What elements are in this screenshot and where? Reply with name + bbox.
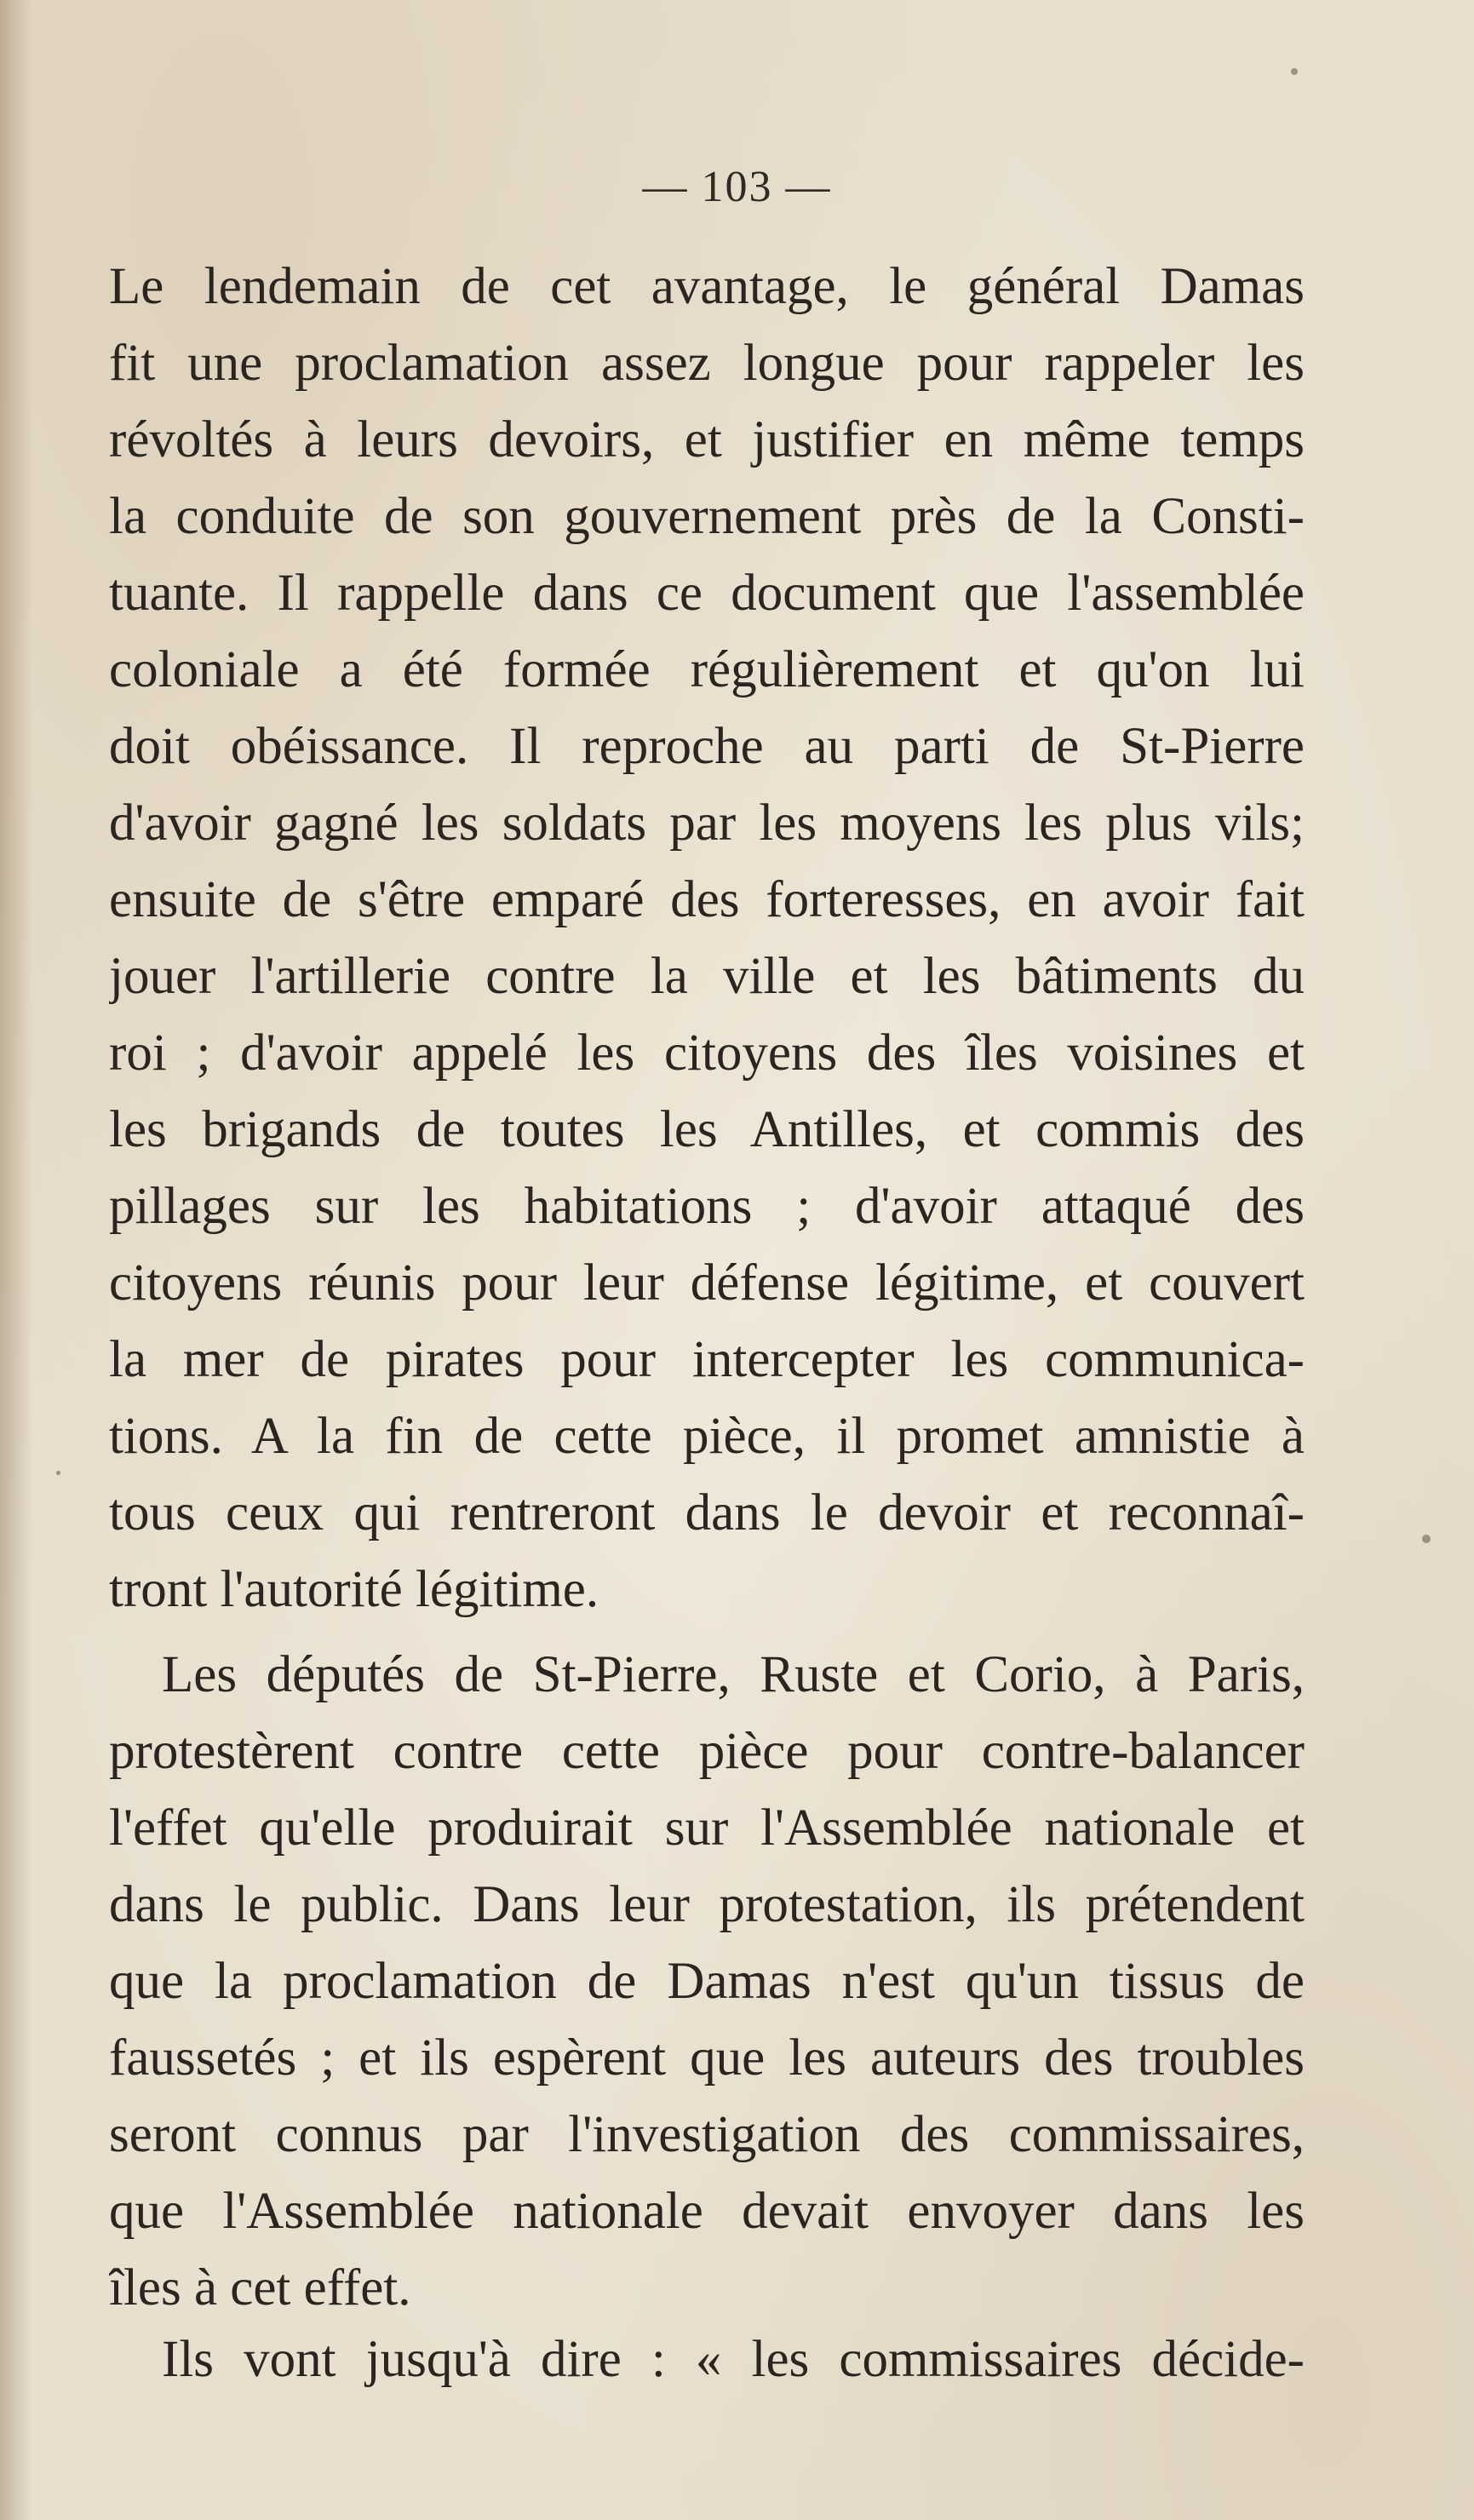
paragraph-3 bbox=[109, 2322, 1305, 2398]
text-line: pillages sur les habitations ; d'avoir attaqué des bbox=[109, 1178, 1305, 1235]
page-number-header: — 103 — bbox=[642, 163, 832, 211]
text-line: que l'Assemblée nationale devait envoyer dans les bbox=[109, 2183, 1305, 2240]
paragraph-2 bbox=[109, 1637, 1305, 2327]
text-line: Ils vont jusqu'à dire : « les commissaires décide- bbox=[162, 2331, 1305, 2388]
page-binding-shadow bbox=[0, 0, 32, 2520]
text-line: fit une proclamation assez longue pour rappeler les bbox=[109, 335, 1305, 392]
ink-speck bbox=[56, 1471, 60, 1475]
text-line: roi ; d'avoir appelé les citoyens des îles voisines et bbox=[109, 1025, 1305, 1082]
text-line: tront l'autorité légitime. bbox=[109, 1561, 599, 1618]
text-line: que la proclamation de Damas n'est qu'un tissus de bbox=[109, 1953, 1305, 2010]
text-line: Le lendemain de cet avantage, le général Damas bbox=[109, 258, 1305, 315]
text-line: d'avoir gagné les soldats par les moyens les plus vils; bbox=[109, 795, 1305, 852]
text-line: l'effet qu'elle produirait sur l'Assemblée nationale et bbox=[109, 1800, 1305, 1857]
text-line: jouer l'artillerie contre la ville et les bâtiments du bbox=[109, 948, 1305, 1005]
text-line: Les députés de St-Pierre, Ruste et Corio, à Paris, bbox=[162, 1646, 1305, 1703]
text-line: dans le public. Dans leur protestation, ils prétendent bbox=[109, 1876, 1305, 1933]
text-line: tuante. Il rappelle dans ce document que l'assemblée bbox=[109, 565, 1305, 622]
text-line: coloniale a été formée régulièrement et qu'on lui bbox=[109, 641, 1305, 698]
text-line: protestèrent contre cette pièce pour contre-balancer bbox=[109, 1723, 1305, 1780]
text-line: seront connus par l'investigation des commissaires, bbox=[109, 2106, 1305, 2163]
text-line: tous ceux qui rentreront dans le devoir et reconnaî- bbox=[109, 1484, 1305, 1541]
ink-speck bbox=[1291, 68, 1298, 75]
paragraph-1 bbox=[109, 249, 1305, 1628]
text-line: les brigands de toutes les Antilles, et commis des bbox=[109, 1101, 1305, 1158]
text-line: faussetés ; et ils espèrent que les auteurs des troubles bbox=[109, 2029, 1305, 2087]
text-line: la conduite de son gouvernement près de la Consti- bbox=[109, 488, 1305, 545]
text-line: révoltés à leurs devoirs, et justifier en même temps bbox=[109, 411, 1305, 468]
text-line: doit obéissance. Il reproche au parti de St-Pierre bbox=[109, 718, 1305, 775]
text-line: la mer de pirates pour intercepter les communica- bbox=[109, 1331, 1305, 1388]
text-line: îles à cet effet. bbox=[109, 2259, 411, 2316]
text-line: ensuite de s'être emparé des forteresses, en avoir fait bbox=[109, 871, 1305, 928]
text-line: tions. A la fin de cette pièce, il promet amnistie à bbox=[109, 1408, 1305, 1465]
ink-speck bbox=[1422, 1535, 1431, 1543]
text-line: citoyens réunis pour leur défense légitime, et couvert bbox=[109, 1254, 1305, 1312]
